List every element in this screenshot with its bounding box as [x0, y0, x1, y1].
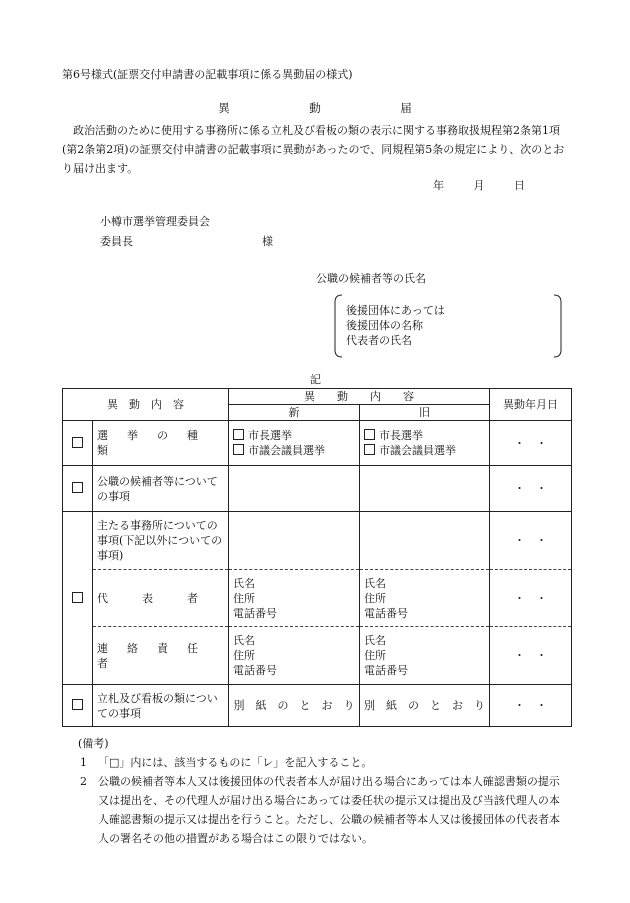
title-char-1: 異	[218, 101, 230, 115]
date-cell[interactable]: ・ ・	[490, 685, 572, 727]
new-contact-cell[interactable]	[229, 570, 360, 627]
note-text: 「□」内には、該当するものに「レ」を記入すること。	[98, 756, 373, 769]
note-item	[80, 753, 570, 772]
new-contact-cell[interactable]	[229, 627, 360, 685]
header-date: 異動年月日	[490, 389, 572, 421]
row-label: 公職の候補者等についての事項	[93, 466, 229, 512]
option-label: 市長選挙	[248, 429, 292, 442]
date-month: 月	[473, 179, 485, 192]
notes-header: (備考)	[78, 737, 109, 750]
date-cell[interactable]: ・ ・	[490, 421, 572, 466]
new-cell[interactable]	[229, 512, 360, 570]
date-cell[interactable]: ・ ・	[490, 570, 572, 627]
date-cell[interactable]: ・ ・	[490, 627, 572, 685]
table-row	[63, 421, 572, 466]
check-box[interactable]	[63, 466, 93, 512]
support-group-block	[346, 303, 445, 348]
table-row	[63, 512, 572, 570]
address-label: 住所	[364, 649, 386, 662]
table-row	[63, 570, 572, 627]
table-row	[63, 685, 572, 727]
addressee-honorific: 様	[262, 235, 273, 248]
old-contact-cell[interactable]	[360, 570, 490, 627]
check-box[interactable]	[233, 444, 244, 455]
header-content: 異 動 内 容	[63, 389, 229, 421]
name-label: 氏名	[233, 576, 255, 590]
candidate-name-label: 公職の候補者等の氏名	[316, 272, 426, 285]
addressee-org: 小樽市選挙管理委員会	[100, 215, 210, 228]
address-label: 住所	[233, 649, 255, 662]
note-text: 公職の候補者等本人又は後援団体の代表者本人が届け出る場合にあっては本人確認書類の提示又は提出を、その代理人が届け出る場合にあっては委任状の提示又は提出及び当該代理人の本人確認書類の提示又は提出を行うこと。ただし、公職の候補者等本人又は後援団体の代表者本人の署名その他の措置がある場合はこの限りではない。	[98, 775, 560, 845]
address-label: 住所	[364, 591, 386, 605]
form-id: 第6号様式(証票交付申請書の記載事項に係る異動届の様式)	[62, 68, 353, 81]
date-year: 年	[433, 179, 444, 192]
support-group-line-2: 後援団体の名称	[346, 319, 423, 332]
note-number: 1	[80, 756, 87, 769]
row-label: 選 挙 の 種 類	[93, 421, 229, 466]
date-cell[interactable]: ・ ・	[490, 466, 572, 512]
row-label: 代 表 者	[93, 570, 229, 627]
check-box[interactable]	[63, 421, 93, 466]
name-label: 氏名	[364, 576, 386, 590]
header-old: 旧	[360, 405, 490, 421]
change-table	[62, 388, 572, 727]
body-text: 政治活動のために使用する事務所に係る立札及び看板の類の表示に関する事務取扱規程第2条第1項(第2条第2項)の証票交付申請書の記載事項に異動があったので、同規程第5条の規定により、次のとおり届け出ます。	[62, 124, 565, 175]
table-row	[63, 627, 572, 685]
support-group-line-3: 代表者の氏名	[346, 334, 412, 347]
phone-label: 電話番号	[233, 606, 277, 620]
new-cell[interactable]	[229, 466, 360, 512]
row-label: 主たる事務所についての事項(下記以外についての事項)	[93, 512, 229, 570]
ki-label: 記	[310, 373, 321, 386]
old-cell[interactable]	[360, 466, 490, 512]
check-box[interactable]	[364, 429, 375, 440]
new-election-options	[229, 421, 360, 466]
old-election-options	[360, 421, 490, 466]
old-cell[interactable]	[360, 512, 490, 570]
note-number: 2	[80, 775, 87, 788]
header-new: 新	[229, 405, 360, 421]
check-box[interactable]	[63, 685, 93, 727]
option-label: 市議会議員選挙	[248, 444, 325, 457]
row-label: 立札及び看板の類についての事項	[93, 685, 229, 727]
date-line	[433, 177, 525, 193]
check-box[interactable]	[63, 512, 93, 685]
check-box[interactable]	[364, 444, 375, 455]
phone-label: 電話番号	[233, 664, 277, 677]
new-cell: 別 紙 の と お り	[229, 685, 360, 727]
option-label: 市議会議員選挙	[379, 444, 456, 457]
addressee-title: 委員長	[100, 235, 133, 248]
option-label: 市長選挙	[379, 429, 423, 442]
title-char-2: 動	[309, 101, 321, 115]
support-group-line-1: 後援団体にあっては	[346, 304, 445, 317]
header-change: 異 動 内 容	[229, 389, 490, 405]
page-title	[0, 100, 630, 116]
name-label: 氏名	[233, 634, 255, 647]
note-item	[80, 772, 570, 848]
address-label: 住所	[233, 591, 255, 605]
date-cell[interactable]: ・ ・	[490, 512, 572, 570]
old-contact-cell[interactable]	[360, 627, 490, 685]
name-label: 氏名	[364, 634, 386, 647]
phone-label: 電話番号	[364, 664, 408, 677]
table-row	[63, 466, 572, 512]
row-label: 連 絡 責 任 者	[93, 627, 229, 685]
date-day: 日	[514, 179, 525, 192]
check-box[interactable]	[233, 429, 244, 440]
title-char-3: 届	[400, 101, 412, 115]
old-cell: 別 紙 の と お り	[360, 685, 490, 727]
phone-label: 電話番号	[364, 606, 408, 620]
